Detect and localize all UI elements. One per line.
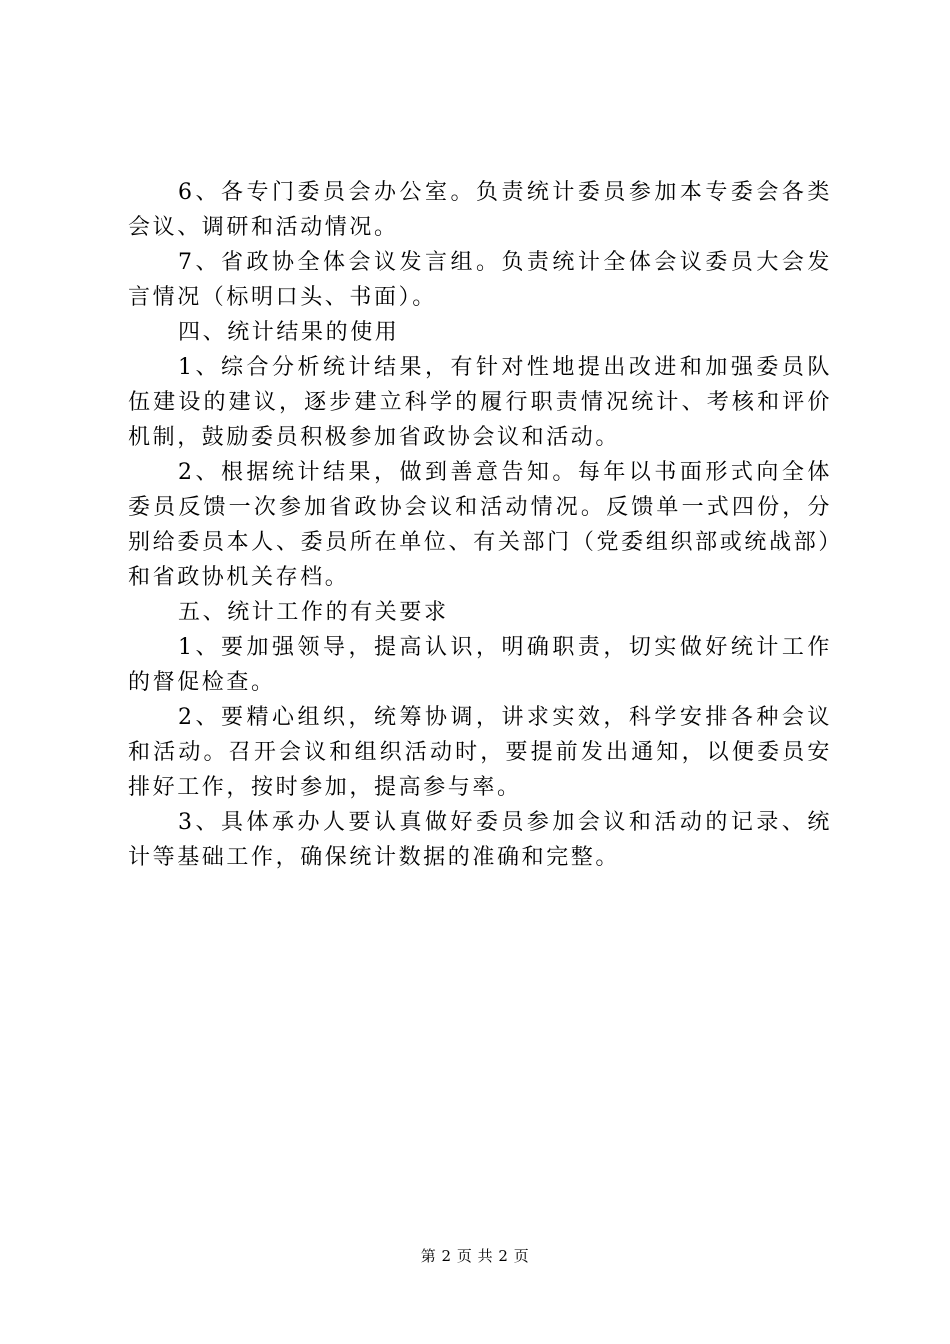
section-heading-5: 五、统计工作的有关要求 [178, 600, 449, 625]
paragraph-result-use-2: 2、根据统计结果，做到善意告知。每年以书面形式向全体委员反馈一次参加省政协会议和活动情况。反馈单一式四份，分别给委员本人、委员所在单位、有关部门（党委组织部或统战部）和省政协机关存档。 [128, 460, 832, 590]
paragraph-requirement-1: 1、要加强领导，提高认识，明确职责，切实做好统计工作的督促检查。 [128, 635, 832, 695]
paragraph-requirement-2: 2、要精心组织，统筹协调，讲求实效，科学安排各种会议和活动。召开会议和组织活动时，要提前发出通知，以便委员安排好工作，按时参加，提高参与率。 [128, 705, 832, 800]
section-heading-4: 四、统计结果的使用 [178, 320, 400, 345]
page-number-footer: 第 2 页 共 2 页 [420, 1247, 530, 1265]
paragraph-result-use-1: 1、综合分析统计结果，有针对性地提出改进和加强委员队伍建设的建议，逐步建立科学的履行职责情况统计、考核和评价机制，鼓励委员积极参加省政协会议和活动。 [128, 355, 832, 450]
document-body [128, 175, 832, 875]
paragraph-item-6-office: 6、各专门委员会办公室。负责统计委员参加本专委会各类会议、调研和活动情况。 [128, 180, 832, 240]
paragraph-requirement-3: 3、具体承办人要认真做好委员参加会议和活动的记录、统计等基础工作，确保统计数据的准确和完整。 [128, 810, 832, 870]
paragraph-item-7-speech-group: 7、省政协全体会议发言组。负责统计全体会议委员大会发言情况（标明口头、书面）。 [128, 250, 832, 310]
